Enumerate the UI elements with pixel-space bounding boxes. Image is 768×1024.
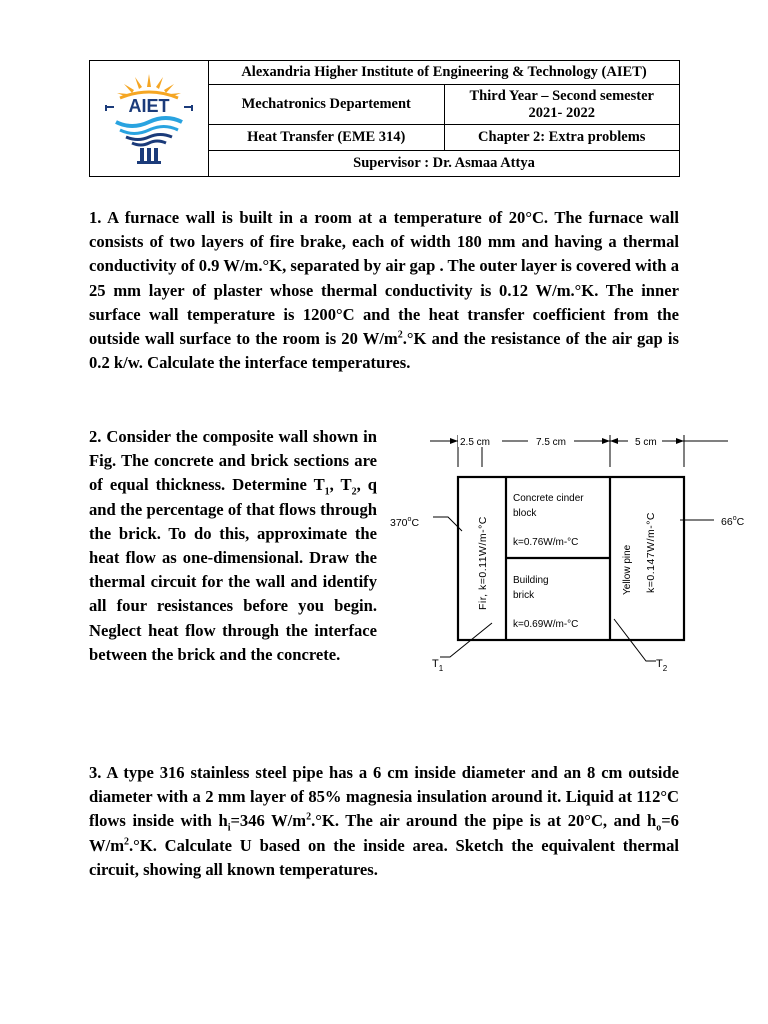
temp-left-label: 370$^o$C: [390, 516, 420, 529]
fir-label: Fir, k=0.11W/m-°C: [477, 516, 489, 610]
dim-label-middle: 7.5 cm: [536, 437, 567, 448]
year-label: Third Year – Second semester: [469, 87, 654, 104]
concrete-label-1: Concrete cinder: [513, 493, 584, 504]
course-name: Heat Transfer (EME 314): [209, 125, 445, 151]
header-table: [89, 60, 680, 177]
institute-name: Alexandria Higher Institute of Engineering & Technology (AIET): [209, 61, 680, 85]
brick-label-1: Building: [513, 575, 549, 586]
brick-k: k=0.69W/m-°C: [513, 619, 579, 630]
svg-text:AIET: AIET: [128, 95, 170, 116]
t1-label: $T_1$: [432, 658, 444, 673]
dim-label-fir: 2.5 cm: [460, 437, 491, 448]
problem-1: 1. A furnace wall is built in a room at a temperature of 20°C. The furnace wall consists of two layers of fire brake, each of width 180 mm and having a thermal conductivity of 0.9 W/m.°K, separated by air gap . The outer layer is covered with a 25 mm layer of plaster whose thermal conductivity is 0.12 W/m.°K. The inner surface wall temperature is 1200°C and the heat transfer coefficient from the outside wall surface to the room is 20 $W/m^2.^\circ K$ and the resistance of the air gap is 0.2 k/w. Calculate the interface temperatures.: [89, 208, 679, 373]
chapter-title: Chapter 2: Extra problems: [444, 125, 680, 151]
pine-k: k=0.147W/m-°C: [645, 511, 657, 593]
temp-right-label: 66$^o$C: [721, 515, 745, 528]
problem-2: 2. Consider the composite wall shown in Fig. The concrete and brick sections are of equal thickness. Determine $T_1$, $T_2$, q and the percentage of that flows through the brick. To do this, approximate the heat flow as one-dimensional. Draw the thermal circuit for the wall and identify all four resistances before you begin. Neglect heat flow through the interface between the brick and the concrete.: [89, 427, 377, 664]
logo-cell: [90, 61, 209, 177]
department-name: Mechatronics Departement: [209, 85, 445, 125]
composite-wall-figure: [388, 425, 760, 685]
t2-label: $T_2$: [656, 658, 668, 673]
supervisor-name: Supervisor : Dr. Asmaa Attya: [209, 151, 680, 177]
brick-label-2: brick: [513, 590, 535, 601]
academic-year: 2021- 2022: [528, 104, 595, 121]
problem-3: 3. A type 316 stainless steel pipe has a 6 cm inside diameter and an 8 cm outside diameter with a 2 mm layer of 85% magnesia insulation around it. Liquid at 112°C flows inside with $h_i=346$ $W/m^2.^\circ K$. The air around the pipe is at 20°C, and $h_o=6$ $W/m^2.^\circ K$. Calculate U based on the inside area. Sketch the equivalent thermal circuit, showing all known temperatures.: [89, 763, 679, 879]
semester-cell: [444, 85, 680, 125]
concrete-label-2: block: [513, 508, 537, 519]
concrete-k: k=0.76W/m-°C: [513, 537, 579, 548]
pine-label: Yellow pine: [622, 544, 633, 595]
dim-label-pine: 5 cm: [635, 437, 657, 448]
aiet-logo-icon: [90, 62, 208, 176]
